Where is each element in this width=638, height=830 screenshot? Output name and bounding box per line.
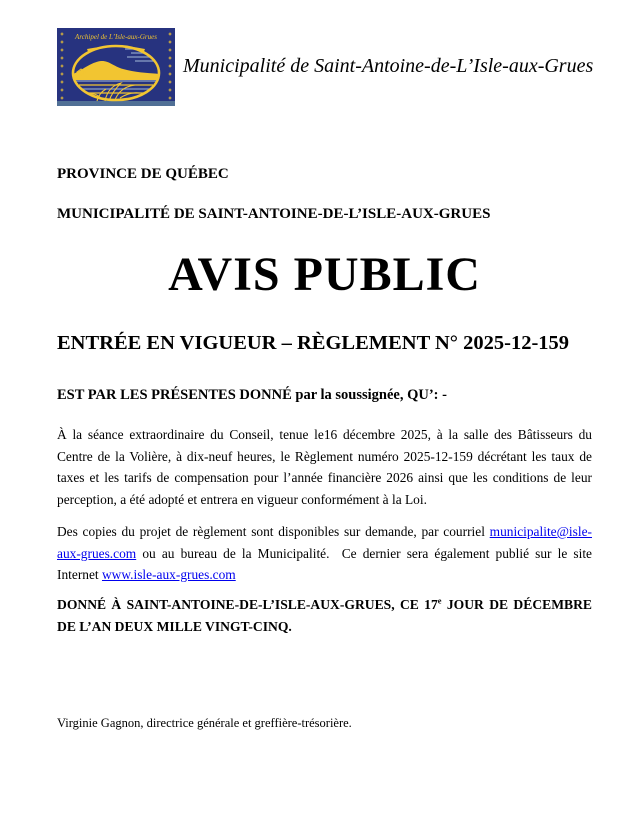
municipality-line: MUNICIPALITÉ DE SAINT-ANTOINE-DE-L’ISLE-AUX-GRUES (57, 206, 491, 222)
body-paragraph-1: À la séance extraordinaire du Conseil, tenue le16 décembre 2025, à la salle des Bâtisseurs du Centre de la Volière, à dix-neuf heures, le Règlement numéro 2025-12-159 décrétant les taux de taxes et les tarifs de compensation pour l’année financière 2026 ainsi que les conditions de leur perception, a été adopté et entrera en vigueur conformément à la Loi. (57, 427, 592, 507)
province-line: PROVINCE DE QUÉBEC (57, 166, 229, 182)
organization-name-script: Municipalité de Saint-Antoine-de-L’Isle-aux-Grues (183, 55, 594, 77)
logo-arc-text: Archipel de L’Isle-aux-Grues (75, 33, 157, 41)
signature-line: Virginie Gagnon, directrice générale et greffière-trésorière. (57, 716, 352, 730)
paragraph-2-text-middle: ou au bureau de la Municipalité. Ce dernier sera également publié sur le site Internet (57, 545, 592, 583)
dated-line (57, 594, 592, 637)
declaration-line: EST PAR LES PRÉSENTES DONNÉ par la soussignée, QU’: - (57, 387, 447, 403)
notice-body (57, 0, 592, 830)
notice-title: AVIS PUBLIC (168, 248, 481, 301)
ordinal-superscript: e (437, 595, 442, 606)
dated-text-start: DONNÉ À SAINT-ANTOINE-DE-L’ISLE-AUX-GRUES, CE 17 (57, 597, 438, 612)
email-link[interactable]: municipalite@isle-aux-grues.com (57, 524, 592, 561)
website-link[interactable]: www.isle-aux-grues.com (101, 567, 236, 583)
body-paragraph-2 (57, 521, 592, 586)
subject-line: ENTRÉE EN VIGUEUR – RÈGLEMENT N° 2025-12-159 (57, 332, 570, 354)
paragraph-2-text-start: Des copies du projet de règlement sont disponibles sur demande, par courriel (57, 524, 490, 539)
dated-text-end: JOUR DE DÉCEMBRE DE L’AN DEUX MILLE VINGT-CINQ. (57, 597, 592, 634)
